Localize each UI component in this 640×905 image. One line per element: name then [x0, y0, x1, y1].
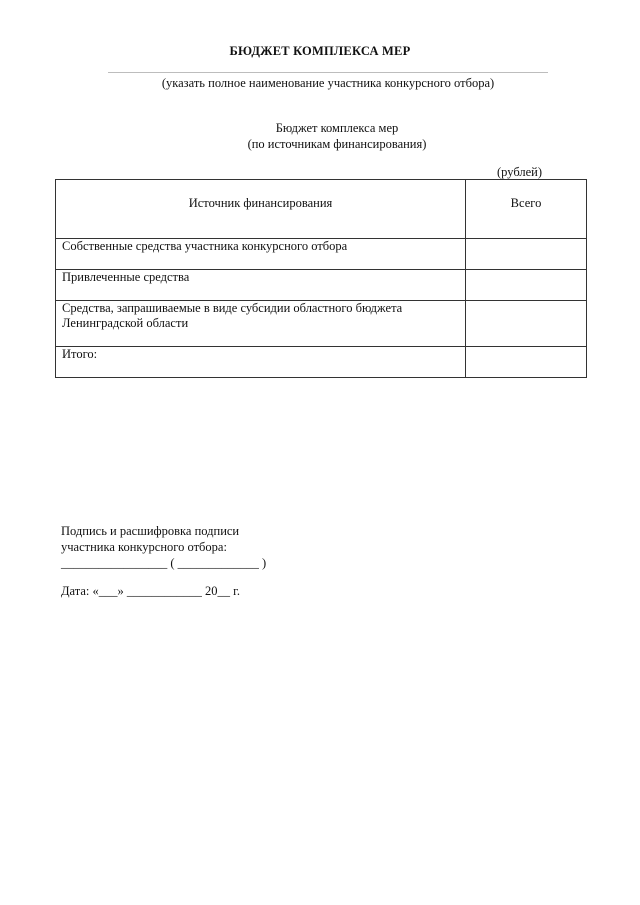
table-row [56, 239, 587, 270]
participant-name-line [108, 72, 548, 73]
column-header-source: Источник финансирования [56, 180, 466, 239]
document-title: БЮДЖЕТ КОМПЛЕКСА МЕР [229, 44, 411, 58]
total-cell[interactable] [466, 301, 587, 347]
table-header-row [56, 180, 587, 239]
subtitle-line-2: (по источникам финансирования) [247, 137, 427, 151]
table-row [56, 301, 587, 347]
source-cell: Итого: [56, 347, 466, 378]
source-cell: Собственные средства участника конкурсного отбора [56, 239, 466, 270]
budget-subtitle [0, 120, 640, 152]
signature-label-1: Подпись и расшифровка подписи [61, 524, 240, 538]
currency-units: (рублей) [497, 165, 543, 179]
total-cell[interactable] [466, 270, 587, 301]
column-header-total: Всего [466, 180, 587, 239]
date-line[interactable]: Дата: «___» ____________ 20__ г. [61, 584, 240, 598]
source-line-1: Средства, запрашиваемые в виде субсидии областного бюджета [62, 301, 403, 315]
subtitle-line-1: Бюджет комплекса мер [275, 121, 399, 135]
total-cell[interactable] [466, 347, 587, 378]
signature-line[interactable]: _________________ ( _____________ ) [61, 556, 267, 570]
participant-name-hint: (указать полное наименование участника конкурсного отбора) [161, 76, 495, 90]
table-row [56, 270, 587, 301]
source-line-2: Ленинградской области [62, 316, 189, 330]
source-cell [56, 301, 466, 347]
total-cell[interactable] [466, 239, 587, 270]
source-cell: Привлеченные средства [56, 270, 466, 301]
table-row-total [56, 347, 587, 378]
signature-block [61, 523, 266, 571]
budget-table [55, 179, 587, 378]
signature-label-2: участника конкурсного отбора: [61, 540, 227, 554]
